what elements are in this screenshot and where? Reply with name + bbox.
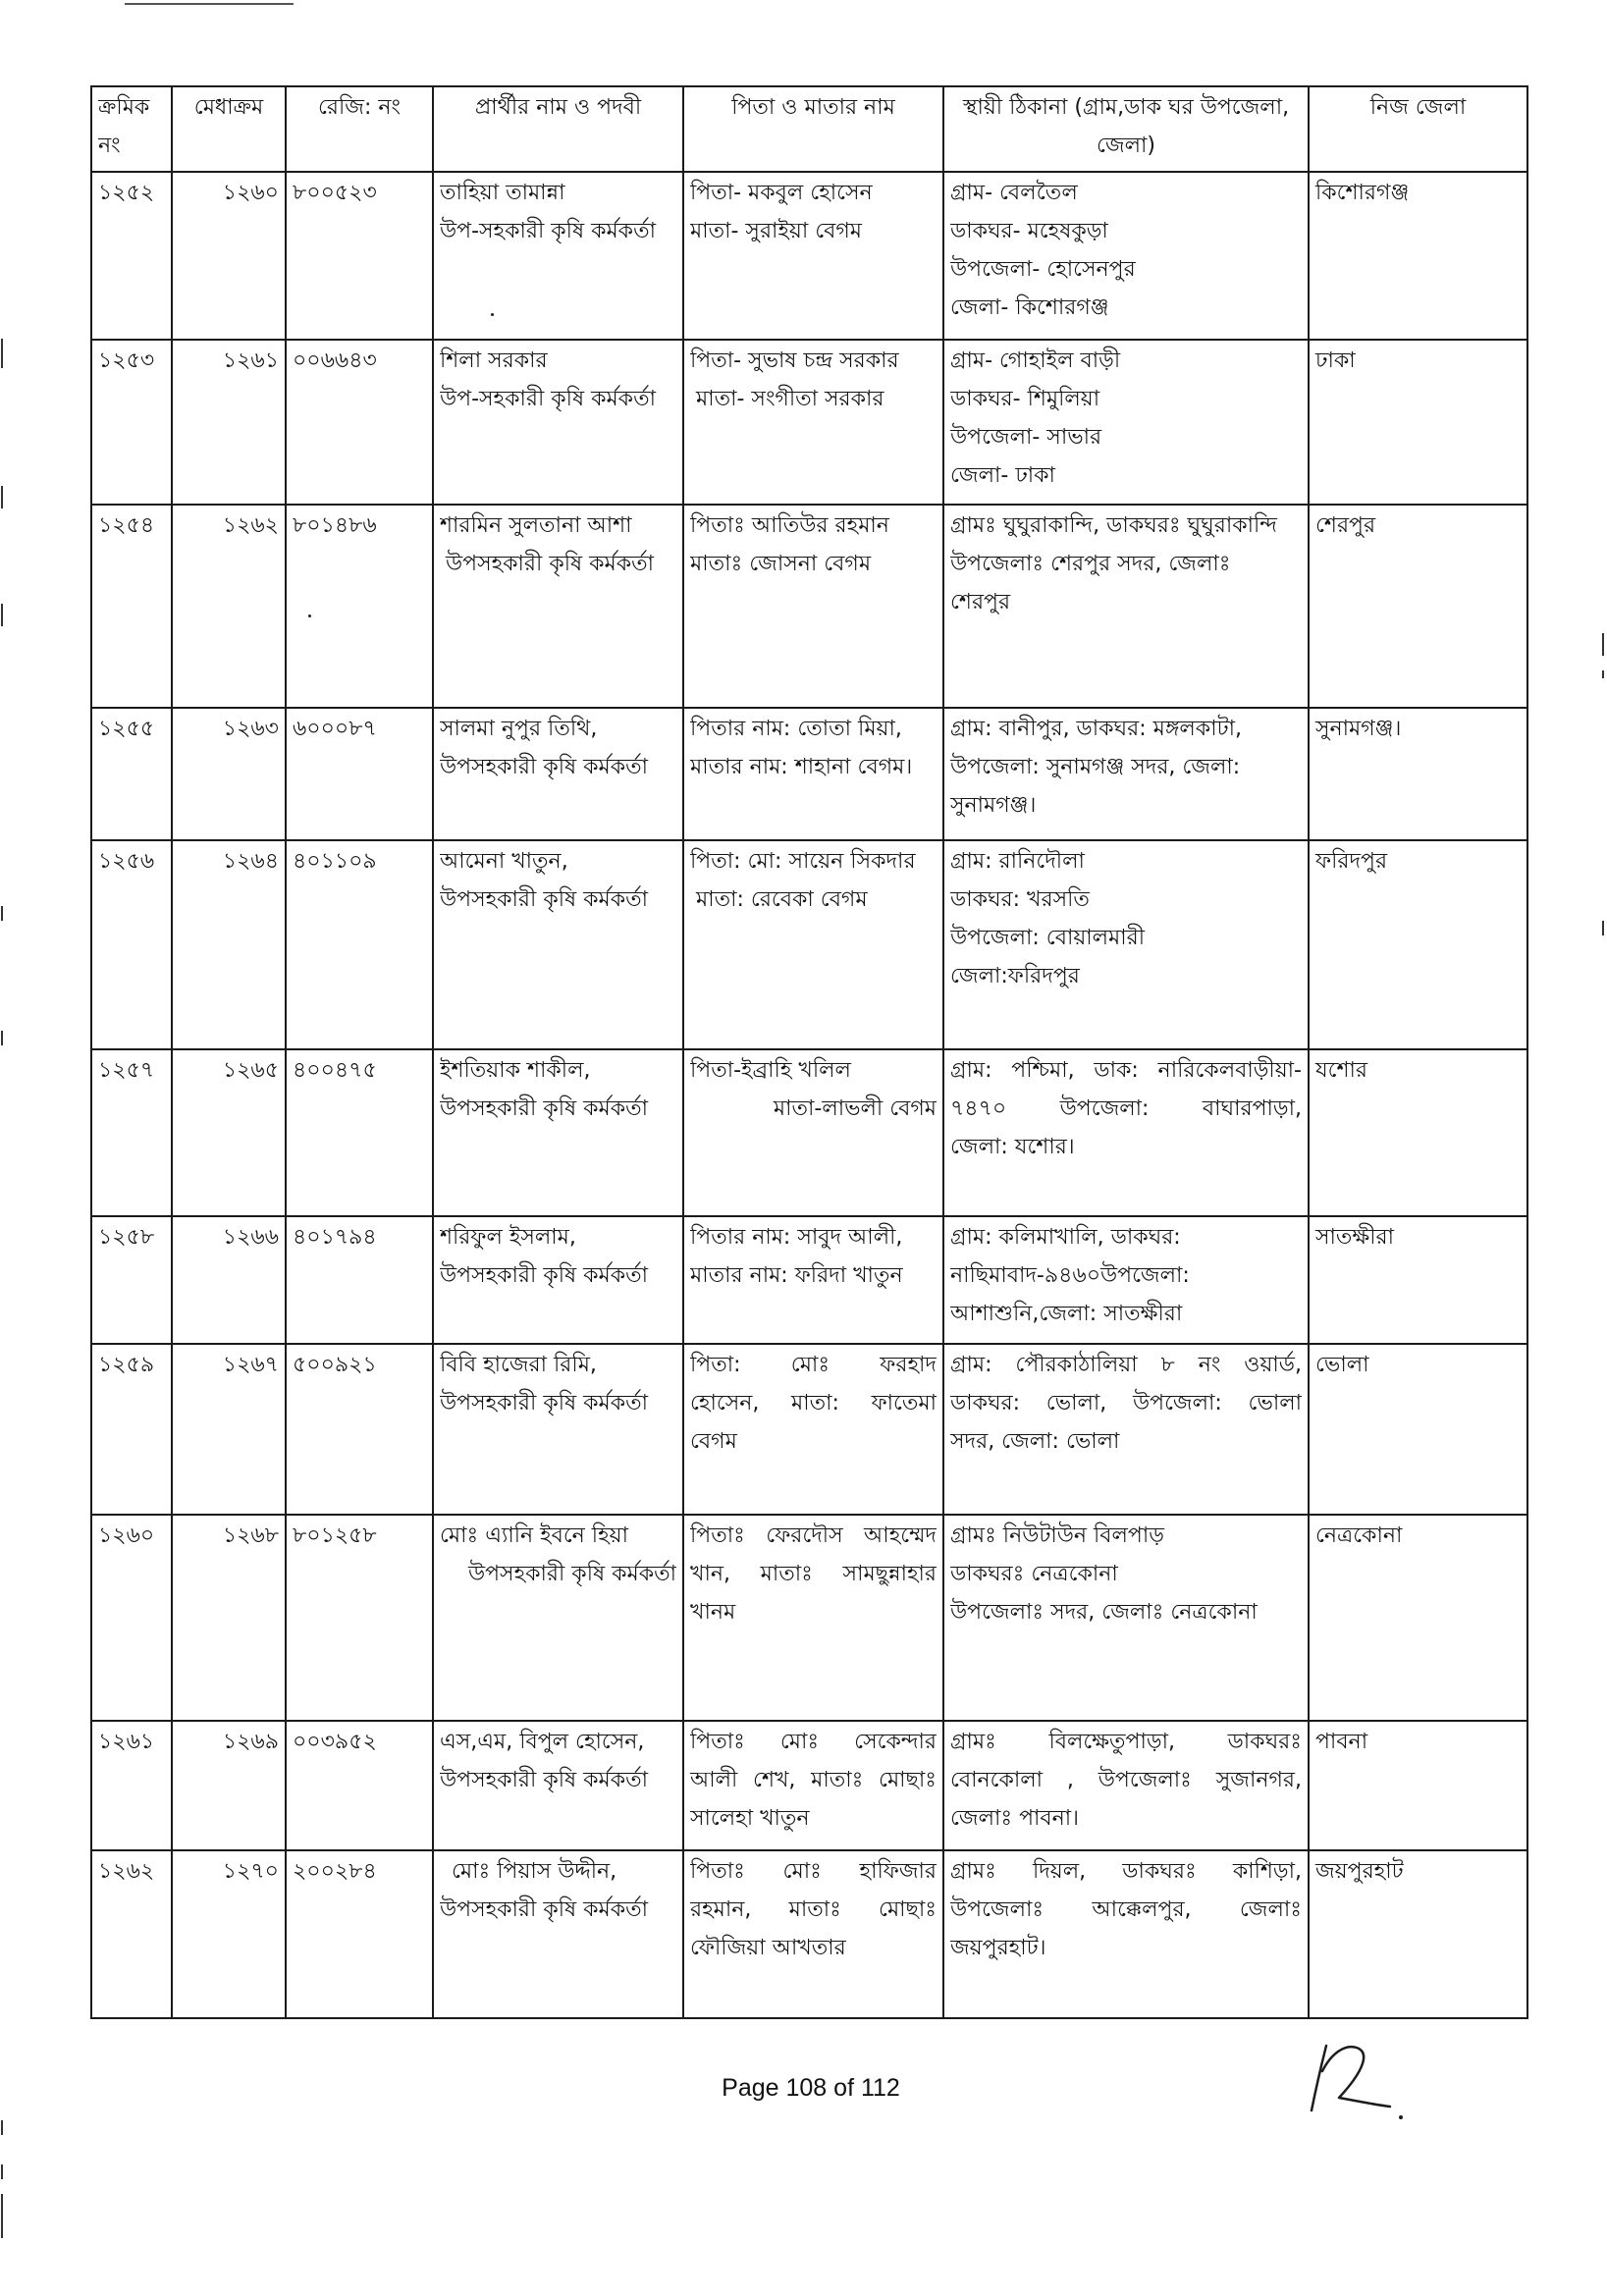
serial-cell: ১২৬২ (91, 1850, 172, 2018)
address-line: সদর, জেলা: ভোলা (950, 1429, 1120, 1454)
parents-cell (683, 708, 943, 840)
header-serial-line: নং (98, 133, 121, 158)
header-address-line: স্থায়ী ঠিকানা (গ্রাম,ডাক ঘর উপজেলা, (962, 95, 1290, 120)
address-line: উপজেলাঃ আক্কেলপুর, জেলাঃ (950, 1897, 1302, 1922)
scan-artifact (1, 2164, 3, 2179)
candidate-cell (433, 172, 683, 340)
merit-cell: ১২৬৮ (172, 1515, 286, 1721)
candidate-designation: উপ-সহকারী কৃষি কর্মকর্তা (440, 387, 656, 411)
parents-cell (683, 172, 943, 340)
parents-cell (683, 840, 943, 1049)
district-cell: সাতক্ষীরা (1309, 1216, 1527, 1344)
table-row (91, 1721, 1527, 1850)
candidate-name: শিলা সরকার (440, 348, 548, 373)
candidate-designation: উপসহকারী কৃষি কর্মকর্তা (440, 755, 649, 779)
header-district: নিজ জেলা (1309, 86, 1527, 172)
candidate-cell (433, 1049, 683, 1216)
scan-artifact (1, 2194, 3, 2238)
address-line: উপজেলা: বোয়ালমারী (950, 926, 1146, 950)
address-line: গ্রামঃ ঘুঘুরাকান্দি, ডাকঘরঃ ঘুঘুরাকান্দি (950, 513, 1277, 538)
header-reg-no: রেজি: নং (286, 86, 433, 172)
reg-no-cell: ৪০১৭৯৪ (286, 1216, 433, 1344)
serial-cell: ১২৫৭ (91, 1049, 172, 1216)
address-line: গ্রাম- গোহাইল বাড়ী (950, 348, 1121, 373)
parents-line: খান, মাতাঃ সামছুন্নাহার (690, 1562, 937, 1586)
candidate-designation: উপসহকারী কৃষি কর্মকর্তা (467, 1562, 676, 1586)
candidate-name: মোঃ পিয়াস উদ্দীন, (452, 1859, 617, 1884)
reg-no-cell: ০০৬৬৪৩ (286, 340, 433, 505)
parents-cell (683, 1850, 943, 2018)
parents-line: পিতা- মকবুল হোসেন (690, 181, 873, 205)
parents-cell (683, 1344, 943, 1515)
merit-cell: ১২৬৩ (172, 708, 286, 840)
parents-line: মাতা-লাভলী বেগম (773, 1096, 937, 1121)
address-cell (943, 172, 1309, 340)
address-cell (943, 1515, 1309, 1721)
district-cell: পাবনা (1309, 1721, 1527, 1850)
parents-line: হোসেন, মাতা: ফাতেমা (690, 1391, 937, 1415)
parents-cell (683, 1049, 943, 1216)
candidate-name: আমেনা খাতুন, (440, 849, 568, 874)
candidate-name: শারমিন সুলতানা আশা (440, 513, 632, 538)
candidate-cell (433, 1344, 683, 1515)
parents-line: পিতাঃ মোঃ হাফিজার (690, 1859, 937, 1884)
address-line: ডাকঘর: ভোলা, উপজেলা: ভোলা (950, 1391, 1302, 1415)
merit-cell: ১২৬৭ (172, 1344, 286, 1515)
reg-no-cell: ৮০১২৫৮ (286, 1515, 433, 1721)
candidate-cell (433, 340, 683, 505)
handwritten-signature (1296, 2032, 1414, 2130)
parents-line: মাতা- সংগীতা সরকার (696, 387, 884, 411)
address-line: গ্রাম: রানিদৌলা (950, 849, 1085, 874)
parents-cell (683, 1216, 943, 1344)
address-line: জেলা:ফরিদপুর (950, 964, 1080, 988)
address-line: আশাশুনি,জেলা: সাতক্ষীরা (950, 1302, 1183, 1326)
scan-artifact (1602, 921, 1604, 935)
address-line: জেলা- ঢাকা (950, 463, 1055, 488)
header-serial (91, 86, 172, 172)
address-line: গ্রাম: পৌরকাঠালিয়া ৮ নং ওয়ার্ড, (950, 1353, 1302, 1377)
candidate-designation: উপসহকারী কৃষি কর্মকর্তা (440, 1768, 649, 1792)
candidate-cell (433, 1216, 683, 1344)
address-line: শেরপুর (950, 590, 1011, 614)
address-line: গ্রামঃ বিলক্ষেতুপাড়া, ডাকঘরঃ (950, 1730, 1302, 1754)
reg-no-cell: ৮০১৪৮৬ (286, 505, 433, 708)
table-row (91, 340, 1527, 505)
address-line: উপজেলা- হোসেনপুর (950, 257, 1136, 282)
header-name: প্রার্থীর নাম ও পদবী (433, 86, 683, 172)
serial-cell: ১২৫৯ (91, 1344, 172, 1515)
candidate-designation: উপসহকারী কৃষি কর্মকর্তা (446, 552, 655, 576)
table-row (91, 1049, 1527, 1216)
parents-line: মাতার নাম: শাহানা বেগম। (690, 755, 913, 779)
header-merit: মেধাক্রম (172, 86, 286, 172)
address-line: গ্রাম- বেলতৈল (950, 181, 1078, 205)
district-cell: ফরিদপুর (1309, 840, 1527, 1049)
reg-no-cell: ৫০০৯২১ (286, 1344, 433, 1515)
candidate-cell (433, 1721, 683, 1850)
parents-cell (683, 340, 943, 505)
address-line: ডাকঘর- মহেষকুড়া (950, 219, 1108, 243)
header-address-line: জেলা) (1097, 133, 1155, 158)
parents-line: খানম (690, 1600, 736, 1625)
candidate-designation: উপসহকারী কৃষি কর্মকর্তা (440, 1096, 649, 1121)
candidate-name: এস,এম, বিপুল হোসেন, (440, 1730, 645, 1754)
parents-line: পিতাঃ মোঃ সেকেন্দার (690, 1730, 937, 1754)
scan-artifact (1, 339, 3, 368)
merit-cell: ১২৬৯ (172, 1721, 286, 1850)
candidate-name: তাহিয়া তামান্না (440, 181, 565, 205)
candidate-cell (433, 1515, 683, 1721)
table-row (91, 1515, 1527, 1721)
address-cell (943, 1049, 1309, 1216)
serial-cell: ১২৫৫ (91, 708, 172, 840)
address-line: উপজেলাঃ শেরপুর সদর, জেলাঃ (950, 552, 1231, 576)
merit-cell: ১২৭০ (172, 1850, 286, 2018)
reg-no-cell: ০০৩৯৫২ (286, 1721, 433, 1850)
address-line: জেলাঃ পাবনা। (950, 1806, 1080, 1831)
address-cell (943, 708, 1309, 840)
serial-cell: ১২৬১ (91, 1721, 172, 1850)
address-line: উপজেলা: সুনামগঞ্জ সদর, জেলা: (950, 755, 1241, 779)
candidate-designation: উপ-সহকারী কৃষি কর্মকর্তা (440, 219, 656, 243)
parents-line: সালেহা খাতুন (690, 1806, 810, 1831)
parents-line: মাতা: রেবেকা বেগম (696, 887, 868, 912)
parents-line: পিতা-ইব্রাহি খলিল (690, 1058, 851, 1083)
candidate-cell (433, 708, 683, 840)
header-serial-line: ক্রমিক (98, 95, 150, 120)
parents-line: মাতার নাম: ফরিদা খাতুন (690, 1263, 903, 1288)
serial-cell: ১২৫৮ (91, 1216, 172, 1344)
parents-line: ফৌজিয়া আখতার (690, 1936, 846, 1960)
scan-speck (491, 313, 494, 316)
merit-cell: ১২৬৪ (172, 840, 286, 1049)
address-line: সুনামগঞ্জ। (950, 793, 1037, 818)
address-line: জেলা- কিশোরগঞ্জ (950, 295, 1109, 320)
address-line: গ্রাম: বানীপুর, ডাকঘর: মঙ্গলকাটা, (950, 717, 1242, 741)
district-cell: কিশোরগঞ্জ (1309, 172, 1527, 340)
header-address (943, 86, 1309, 172)
address-line: ডাকঘরঃ নেত্রকোনা (950, 1562, 1118, 1586)
scan-artifact (1, 2120, 3, 2135)
reg-no-cell: ৬০০০৮৭ (286, 708, 433, 840)
candidate-name: বিবি হাজেরা রিমি, (440, 1353, 597, 1377)
district-cell: শেরপুর (1309, 505, 1527, 708)
parents-line: বেগম (690, 1429, 737, 1454)
scan-artifact (1602, 633, 1604, 656)
district-cell: সুনামগঞ্জ। (1309, 708, 1527, 840)
merit-cell: ১২৬২ (172, 505, 286, 708)
address-line: বোনকোলা , উপজেলাঃ সুজানগর, (950, 1768, 1302, 1792)
candidate-name: সালমা নুপুর তিথি, (440, 717, 598, 741)
parents-line: রহমান, মাতাঃ মোছাঃ (690, 1897, 937, 1922)
address-line: জেলা: যশোর। (950, 1135, 1075, 1159)
scan-artifact (1, 486, 3, 508)
header-parents: পিতা ও মাতার নাম (683, 86, 943, 172)
address-line: উপজেলা- সাভার (950, 425, 1102, 450)
parents-line: পিতাঃ ফেরদৌস আহম্মেদ (690, 1523, 937, 1548)
serial-cell: ১২৫৪ (91, 505, 172, 708)
table-row (91, 1344, 1527, 1515)
address-cell (943, 1216, 1309, 1344)
table-row (91, 505, 1527, 708)
reg-no-cell: ২০০২৮৪ (286, 1850, 433, 2018)
candidate-designation: উপসহকারী কৃষি কর্মকর্তা (440, 1263, 649, 1288)
header-row (91, 86, 1527, 172)
address-cell (943, 1850, 1309, 2018)
candidate-cell (433, 840, 683, 1049)
scan-artifact (1, 906, 3, 921)
address-line: গ্রামঃ নিউটাউন বিলপাড় (950, 1523, 1164, 1548)
parents-cell (683, 505, 943, 708)
candidate-name: ইশতিয়াক শাকীল, (440, 1058, 591, 1083)
merit-cell: ১২৬৬ (172, 1216, 286, 1344)
address-line: নাছিমাবাদ-৯৪৬০উপজেলা: (950, 1263, 1190, 1288)
parents-line: পিতার নাম: সাবুদ আলী, (690, 1225, 903, 1250)
district-cell: যশোর (1309, 1049, 1527, 1216)
table-row (91, 840, 1527, 1049)
address-line: ডাকঘর: খরসতি (950, 887, 1090, 912)
table-row (91, 708, 1527, 840)
candidate-designation: উপসহকারী কৃষি কর্মকর্তা (440, 1391, 649, 1415)
address-cell (943, 840, 1309, 1049)
parents-line: মাতাঃ জোসনা বেগম (690, 552, 872, 576)
parents-line: পিতা: মোঃ ফরহাদ (690, 1353, 937, 1377)
candidate-cell (433, 505, 683, 708)
parents-cell (683, 1721, 943, 1850)
reg-no-cell: ৪০০৪৭৫ (286, 1049, 433, 1216)
serial-cell: ১২৫৬ (91, 840, 172, 1049)
page-number: Page 108 of 112 (722, 2074, 900, 2102)
address-line: ৭৪৭০ উপজেলা: বাঘারপাড়া, (950, 1096, 1302, 1121)
parents-line: পিতাঃ আতিউর রহমান (690, 513, 889, 538)
table-row (91, 1216, 1527, 1344)
serial-cell: ১২৫৩ (91, 340, 172, 505)
candidate-designation: উপসহকারী কৃষি কর্মকর্তা (440, 887, 649, 912)
district-cell: ঢাকা (1309, 340, 1527, 505)
top-rule (125, 3, 294, 5)
address-line: উপজেলাঃ সদর, জেলাঃ নেত্রকোনা (950, 1600, 1258, 1625)
merit-cell: ১২৬৫ (172, 1049, 286, 1216)
district-cell: নেত্রকোনা (1309, 1515, 1527, 1721)
parents-line: পিতা: মো: সায়েন সিকদার (690, 849, 916, 874)
serial-cell: ১২৫২ (91, 172, 172, 340)
scan-artifact (1, 604, 3, 626)
address-line: জয়পুরহাট। (950, 1936, 1046, 1960)
parents-line: পিতার নাম: তোতা মিয়া, (690, 717, 902, 741)
parents-cell (683, 1515, 943, 1721)
address-cell (943, 505, 1309, 708)
reg-no-cell: ৪০১১০৯ (286, 840, 433, 1049)
address-cell (943, 1721, 1309, 1850)
district-cell: জয়পুরহাট (1309, 1850, 1527, 2018)
candidate-name: মোঃ এ্যানি ইবনে হিয়া (440, 1523, 629, 1548)
table-row (91, 1850, 1527, 2018)
table-row (91, 172, 1527, 340)
district-cell: ভোলা (1309, 1344, 1527, 1515)
parents-line: আলী শেখ, মাতাঃ মোছাঃ (690, 1768, 937, 1792)
reg-no-cell: ৮০০৫২৩ (286, 172, 433, 340)
address-cell (943, 1344, 1309, 1515)
serial-cell: ১২৬০ (91, 1515, 172, 1721)
candidate-table (90, 85, 1528, 2019)
scan-speck (308, 614, 311, 617)
candidate-cell (433, 1850, 683, 2018)
candidate-designation: উপসহকারী কৃষি কর্মকর্তা (440, 1897, 649, 1922)
scan-artifact (1602, 670, 1604, 678)
scan-artifact (1, 1031, 3, 1045)
parents-line: পিতা- সুভাষ চন্দ্র সরকার (690, 348, 899, 373)
address-line: গ্রামঃ দিয়ল, ডাকঘরঃ কাশিড়া, (950, 1859, 1302, 1884)
address-line: গ্রাম: কলিমাখালি, ডাকঘর: (950, 1225, 1181, 1250)
merit-cell: ১২৬১ (172, 340, 286, 505)
candidate-name: শরিফুল ইসলাম, (440, 1225, 576, 1250)
address-line: ডাকঘর- শিমুলিয়া (950, 387, 1100, 411)
parents-line: মাতা- সুরাইয়া বেগম (690, 219, 863, 243)
merit-cell: ১২৬০ (172, 172, 286, 340)
address-cell (943, 340, 1309, 505)
address-line: গ্রাম: পশ্চিমা, ডাক: নারিকেলবাড়ীয়া- (950, 1058, 1302, 1083)
